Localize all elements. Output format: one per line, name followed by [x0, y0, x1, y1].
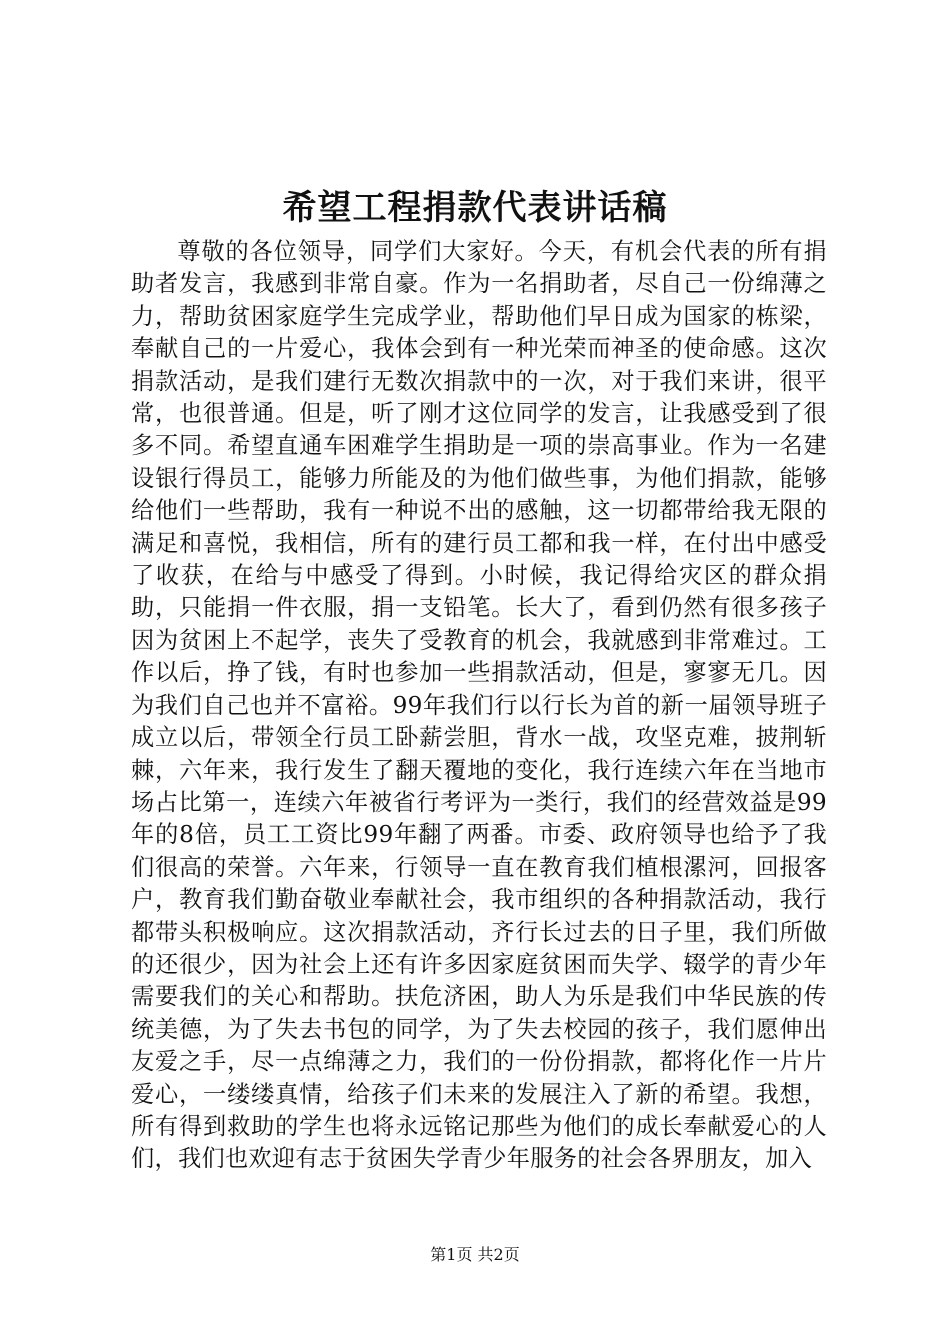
page-indicator: 第1页 共2页	[430, 1245, 520, 1264]
document-title: 希望工程捐款代表讲话稿	[282, 188, 668, 228]
document-body: 尊敬的各位领导，同学们大家好。今天，有机会代表的所有捐助者发言，我感到非常自豪。作为一名捐助者，尽自己一份绵薄之力，帮助贫困家庭学生完成学业，帮助他们早日成为国家的栋梁，奉献自己的一片爱心，我体会到有一种光荣而神圣的使命感。这次捐款活动，是我们建行无数次捐款中的一次，对于我们来讲，很平常，也很普通。但是，听了刚才这位同学的发言，让我感受到了很多不同。希望直通车困难学生捐助是一项的崇高事业。作为一名建设银行得员工，能够力所能及的为他们做些事，为他们捐款，能够给他们一些帮助，我有一种说不出的感触，这一切都带给我无限的满足和喜悦，我相信，所有的建行员工都和我一样，在付出中感受了收获，在给与中感受了得到。小时候，我记得给灾区的群众捐助，只能捐一件衣服，捐一支铅笔。长大了，看到仍然有很多孩子因为贫困上不起学，丧失了受教育的机会，我就感到非常难过。工作以后，挣了钱，有时也参加一些捐款活动，但是，寥寥无几。因为我们自己也并不富裕。99年我们行以行长为首的新一届领导班子成立以后，带领全行员工卧薪尝胆，背水一战，攻坚克难，披荆斩棘，六年来，我行发生了翻天覆地的变化，我行连续六年在当地市场占比第一，连续六年被省行考评为一类行，我们的经营效益是99年的8倍，员工工资比99年翻了两番。市委、政府领导也给予了我们很高的荣誉。六年来，行领导一直在教育我们植根漯河，回报客户，教育我们勤奋敬业奉献社会，我市组织的各种捐款活动，我行都带头积极响应。这次捐款活动，齐行长过去的日子里，我们所做的还很少，因为社会上还有许多因家庭贫困而失学、辍学的青少年需要我们的关心和帮助。扶危济困，助人为乐是我们中华民族的传统美德，为了失去书包的同学，为了失去校园的孩子，我们愿伸出友爱之手，尽一点绵薄之力，我们的一份份捐款，都将化作一片片爱心，一缕缕真情，给孩子们未来的发展注入了新的希望。我想，所有得到救助的学生也将永远铭记那些为他们的成长奉献爱心的人们，我们也欢迎有志于贫困失学青少年服务的社会各界朋友，加入	[131, 238, 827, 1173]
